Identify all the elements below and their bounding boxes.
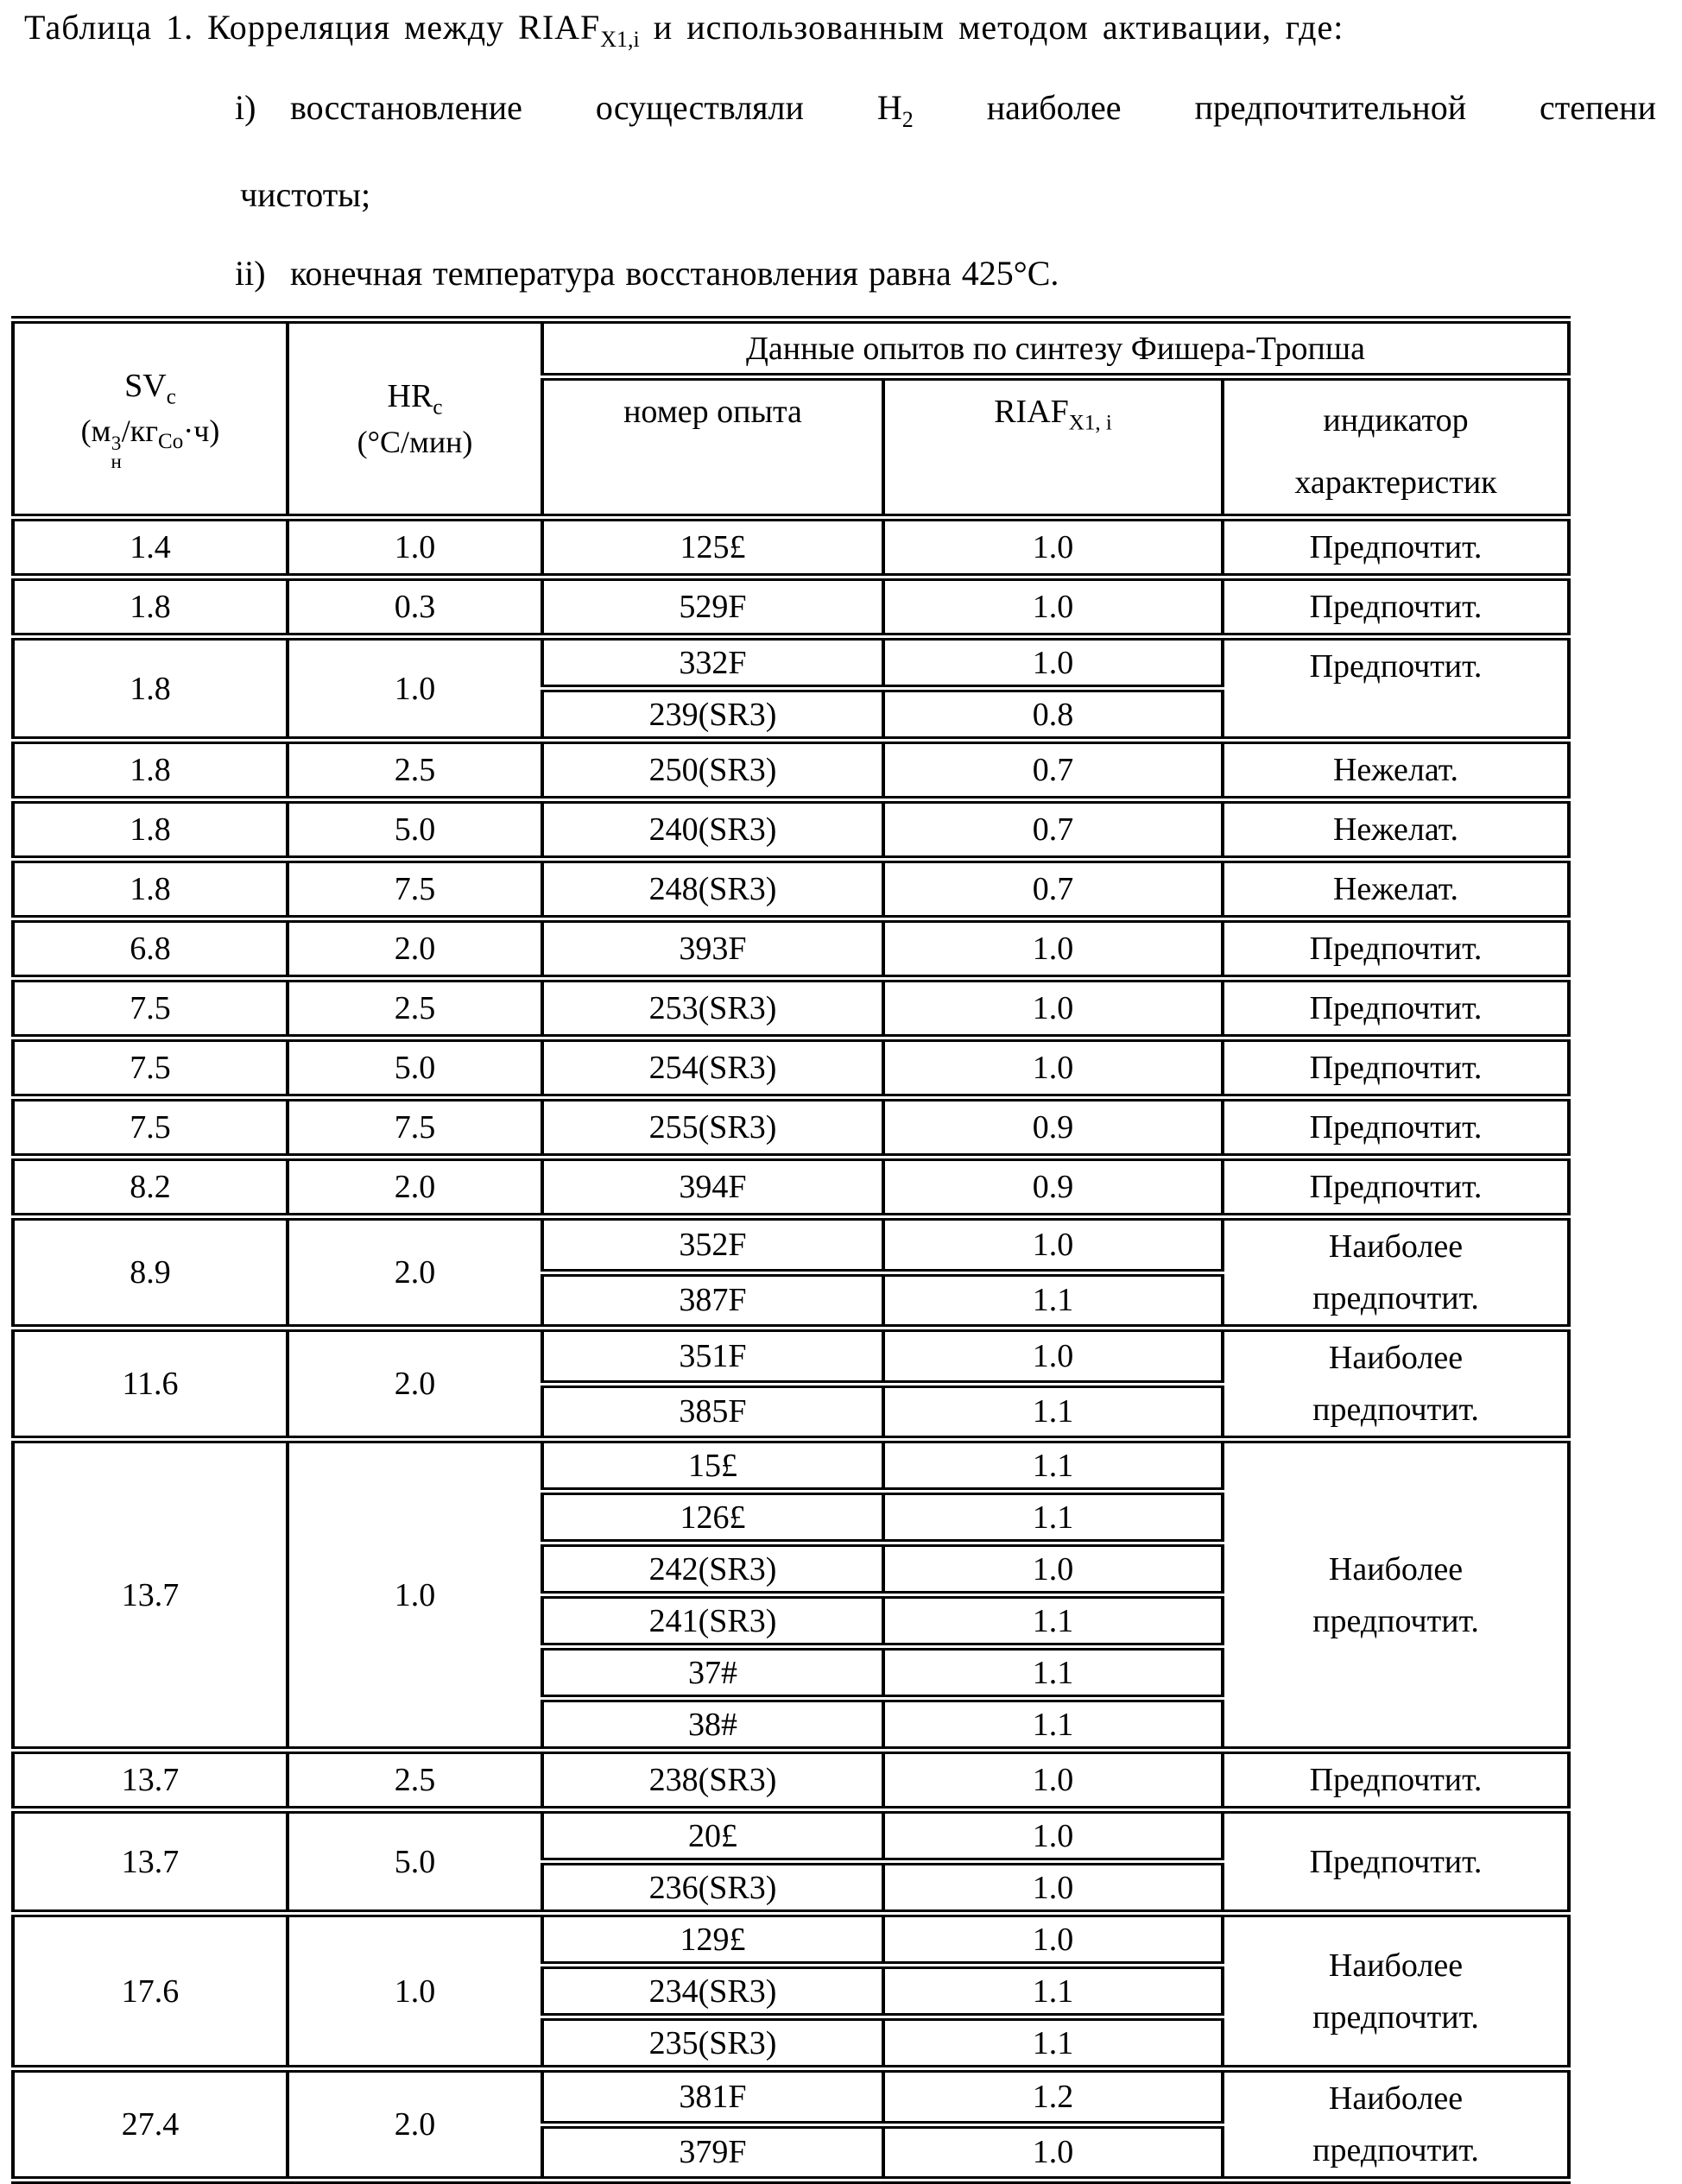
note-i-label: i) <box>235 88 256 127</box>
riaf-value-cell: 0.8 <box>883 689 1223 741</box>
note-ii-label: ii) <box>235 254 266 293</box>
hr-header-units: (°C/мин) <box>357 424 473 459</box>
riaf-value-cell: 1.1 <box>883 1440 1223 1492</box>
experiment-number-cell: 529F <box>542 578 883 637</box>
experiment-number-cell: 240(SR3) <box>542 800 883 860</box>
table-row <box>13 1329 1569 1385</box>
riaf-value-cell: 1.0 <box>883 979 1223 1038</box>
experiment-number-cell: 129£ <box>542 1914 883 1966</box>
hr-value-cell: 2.0 <box>288 1217 542 1329</box>
hr-value-cell: 2.5 <box>288 741 542 800</box>
table-row <box>13 1158 1569 1217</box>
hr-value-cell: 2.0 <box>288 1329 542 1440</box>
experiment-number-cell: 379F <box>542 2124 883 2181</box>
experiment-number-cell: 37# <box>542 1647 883 1699</box>
riaf-value-cell: 1.0 <box>883 578 1223 637</box>
caption-text-part2: и использованным методом активации, где: <box>639 8 1344 47</box>
table-row <box>13 578 1569 637</box>
experiment-number-cell: 248(SR3) <box>542 860 883 919</box>
table-row <box>13 919 1569 979</box>
hr-value-cell: 1.0 <box>288 1440 542 1751</box>
riaf-value-cell: 1.2 <box>883 2069 1223 2125</box>
riaf-value-cell: 1.1 <box>883 1492 1223 1543</box>
hr-header-symbol: $HR_c$ <box>387 378 443 420</box>
table-row <box>13 1914 1569 1966</box>
sv-column-header <box>13 320 288 518</box>
indicator-cell: Наиболее предпочтит. <box>1223 1914 1569 2069</box>
table-row <box>13 2069 1569 2125</box>
riaf-value-cell: 1.1 <box>883 2017 1223 2069</box>
experiment-number-header: номер опыта <box>542 377 883 518</box>
sv-value-cell: 8.2 <box>13 1158 288 1217</box>
riaf-value-cell: 1.0 <box>883 2124 1223 2181</box>
riaf-value-cell: 1.0 <box>883 518 1223 578</box>
hr-value-cell: 1.0 <box>288 518 542 578</box>
experiment-number-cell: 250(SR3) <box>542 741 883 800</box>
table-row <box>13 1440 1569 1492</box>
indicator-cell: Наиболее предпочтит. <box>1223 1440 1569 1751</box>
riaf-value-cell: 1.1 <box>883 1966 1223 2017</box>
indicator-cell: Наиболее предпочтит. <box>1223 1329 1569 1440</box>
experiment-number-cell: 255(SR3) <box>542 1098 883 1158</box>
hr-value-cell: 2.0 <box>288 1158 542 1217</box>
experiment-number-cell: 385F <box>542 1384 883 1440</box>
sv-value-cell: 7.5 <box>13 1038 288 1098</box>
experiment-number-cell: 20£ <box>542 1810 883 1862</box>
experiment-number-cell: 38# <box>542 1699 883 1751</box>
hr-value-cell: 7.5 <box>288 1098 542 1158</box>
riaf-value-cell: 1.0 <box>883 1862 1223 1914</box>
riaf-value-cell: 1.1 <box>883 1595 1223 1647</box>
riaf-value-cell: 1.1 <box>883 1647 1223 1699</box>
indicator-cell: Предпочтит. <box>1223 578 1569 637</box>
indicator-cell: Предпочтит. <box>1223 1158 1569 1217</box>
experiment-number-cell: 393F <box>542 919 883 979</box>
sv-value-cell: 1.8 <box>13 578 288 637</box>
table-row <box>13 1098 1569 1158</box>
indicator-cell: Предпочтит. <box>1223 1751 1569 1810</box>
experiment-number-cell: 235(SR3) <box>542 2017 883 2069</box>
riaf-value-cell: 1.0 <box>883 1543 1223 1595</box>
indicator-cell: Предпочтит. <box>1223 637 1569 741</box>
hr-value-cell: 5.0 <box>288 1810 542 1914</box>
note-i-line2: чистоты; <box>240 175 371 214</box>
riaf-value-cell: 0.7 <box>883 741 1223 800</box>
experiment-number-cell: 238(SR3) <box>542 1751 883 1810</box>
table-row <box>13 800 1569 860</box>
experiment-number-cell: 253(SR3) <box>542 979 883 1038</box>
experiment-number-cell: 387F <box>542 1272 883 1329</box>
note-ii <box>235 253 1682 294</box>
sv-value-cell: 1.8 <box>13 741 288 800</box>
sv-value-cell: 7.5 <box>13 1098 288 1158</box>
indicator-cell: Предпочтит. <box>1223 979 1569 1038</box>
sv-header-units: (м 3 н $/кг_{Co}\cdot ч$) <box>80 413 220 472</box>
hr-column-header <box>288 320 542 518</box>
riaf-value-cell: 0.9 <box>883 1158 1223 1217</box>
indicator-cell: Предпочтит. <box>1223 1810 1569 1914</box>
note-ii-body <box>290 253 1059 294</box>
sv-value-cell: 13.7 <box>13 1751 288 1810</box>
table-row <box>13 1038 1569 1098</box>
table-row <box>13 860 1569 919</box>
indicator-cell: Предпочтит. <box>1223 1038 1569 1098</box>
table-row <box>13 1751 1569 1810</box>
correlation-table <box>11 316 1571 2184</box>
indicator-cell: Предпочтит. <box>1223 518 1569 578</box>
sv-value-cell: 8.9 <box>13 1217 288 1329</box>
riaf-value-cell: 1.0 <box>883 1751 1223 1810</box>
riaf-value-cell: 0.7 <box>883 860 1223 919</box>
caption-text-part1: Таблица 1. Корреляция между RIAF <box>24 8 601 47</box>
experiment-number-cell: 15£ <box>542 1440 883 1492</box>
sv-value-cell: 7.5 <box>13 979 288 1038</box>
experiment-number-cell: 332F <box>542 637 883 689</box>
riaf-value-cell: 1.1 <box>883 1699 1223 1751</box>
experiment-number-cell: 236(SR3) <box>542 1862 883 1914</box>
riaf-value-cell: 1.0 <box>883 1038 1223 1098</box>
experiment-number-cell: 381F <box>542 2069 883 2125</box>
note-i-line1 <box>290 87 1656 133</box>
riaf-value-cell: 1.0 <box>883 919 1223 979</box>
sv-value-cell: 13.7 <box>13 1810 288 1914</box>
riaf-column-header: $RIAF_{X1, i}$ <box>883 377 1223 518</box>
experiment-number-cell: 234(SR3) <box>542 1966 883 2017</box>
indicator-cell: Наиболее предпочтит. <box>1223 2069 1569 2181</box>
sv-value-cell: 1.8 <box>13 800 288 860</box>
sv-value-cell: 1.4 <box>13 518 288 578</box>
experiment-number-cell: 352F <box>542 1217 883 1273</box>
hr-value-cell: 1.0 <box>288 637 542 741</box>
caption-subscript: X1,i <box>600 27 640 52</box>
experiment-number-cell: 125£ <box>542 518 883 578</box>
riaf-value-cell: 0.9 <box>883 1098 1223 1158</box>
sv-value-cell: 6.8 <box>13 919 288 979</box>
riaf-value-cell: 0.7 <box>883 800 1223 860</box>
experiment-number-cell: 242(SR3) <box>542 1543 883 1595</box>
riaf-value-cell: 1.0 <box>883 637 1223 689</box>
hr-value-cell: 5.0 <box>288 800 542 860</box>
document-page <box>0 7 1682 2171</box>
note-i-body <box>240 87 1656 215</box>
experiment-number-cell: 351F <box>542 1329 883 1385</box>
indicator-cell: Нежелат. <box>1223 800 1569 860</box>
table-row <box>13 518 1569 578</box>
table-row <box>13 1217 1569 1273</box>
experiment-number-cell: 241(SR3) <box>542 1595 883 1647</box>
table-row <box>13 979 1569 1038</box>
hr-value-cell: 5.0 <box>288 1038 542 1098</box>
hr-value-cell: 2.0 <box>288 919 542 979</box>
table-row <box>13 741 1569 800</box>
experiment-number-cell: 254(SR3) <box>542 1038 883 1098</box>
note-i-text-part2: наиболее предпочтительной степени <box>913 88 1656 127</box>
fischer-tropsch-data-header: Данные опытов по синтезу Фишера-Тропша <box>542 320 1569 377</box>
riaf-value-cell: 1.0 <box>883 1217 1223 1273</box>
indicator-cell: Нежелат. <box>1223 741 1569 800</box>
sv-value-cell: 17.6 <box>13 1914 288 2069</box>
riaf-value-cell: 1.0 <box>883 1810 1223 1862</box>
sv-value-cell: 13.7 <box>13 1440 288 1751</box>
table-header <box>13 320 1569 518</box>
note-i-subscript: 2 <box>901 107 914 132</box>
hr-value-cell: 0.3 <box>288 578 542 637</box>
indicator-cell: Нежелат. <box>1223 860 1569 919</box>
riaf-value-cell: 1.1 <box>883 1272 1223 1329</box>
table-row <box>13 1810 1569 1862</box>
hr-value-cell: 2.0 <box>288 2069 542 2181</box>
indicator-column-header: индикатор характеристик <box>1223 377 1569 518</box>
hr-value-cell: 2.5 <box>288 1751 542 1810</box>
indicator-cell: Предпочтит. <box>1223 919 1569 979</box>
sv-value-cell: 27.4 <box>13 2069 288 2181</box>
indicator-cell: Наиболее предпочтит. <box>1223 1217 1569 1329</box>
sv-value-cell: 1.8 <box>13 860 288 919</box>
note-ii-text: конечная температура восстановления равна 425°C. <box>290 254 1059 293</box>
indicator-cell: Предпочтит. <box>1223 1098 1569 1158</box>
note-i <box>235 87 1682 215</box>
experiment-number-cell: 394F <box>542 1158 883 1217</box>
note-i-text-part1: восстановление осуществляли H <box>290 88 902 127</box>
hr-value-cell: 2.5 <box>288 979 542 1038</box>
sv-value-cell: 1.8 <box>13 637 288 741</box>
table-caption <box>24 7 1682 53</box>
table-row <box>13 637 1569 689</box>
sv-header-symbol: $SV_c$ <box>124 367 176 409</box>
hr-value-cell: 1.0 <box>288 1914 542 2069</box>
table-body <box>13 518 1569 2181</box>
sv-value-cell: 11.6 <box>13 1329 288 1440</box>
hr-value-cell: 7.5 <box>288 860 542 919</box>
riaf-value-cell: 1.0 <box>883 1329 1223 1385</box>
riaf-value-cell: 1.0 <box>883 1914 1223 1966</box>
experiment-number-cell: 239(SR3) <box>542 689 883 741</box>
riaf-value-cell: 1.1 <box>883 1384 1223 1440</box>
experiment-number-cell: 126£ <box>542 1492 883 1543</box>
